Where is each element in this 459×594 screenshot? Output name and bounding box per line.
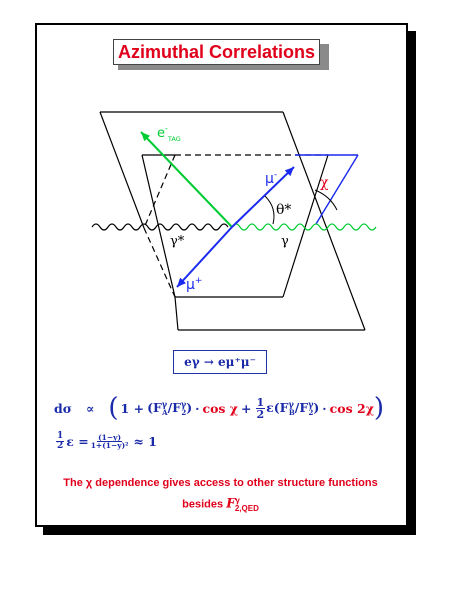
formula-cos-2chi: cos 2χ bbox=[329, 400, 374, 416]
formula-close-paren: ) bbox=[373, 393, 385, 423]
theta-label: θ* bbox=[276, 202, 292, 218]
cross-section-formula bbox=[54, 392, 399, 424]
mu-minus-arrow bbox=[232, 167, 294, 227]
formula-dot-2: · bbox=[322, 400, 327, 416]
slide-title: Azimuthal Correlations bbox=[117, 41, 316, 62]
muon-plane-left-lower bbox=[175, 297, 178, 330]
formula-one: 1 + bbox=[120, 400, 145, 416]
reaction-text: eγ → eμ⁺μ⁻ bbox=[184, 355, 256, 369]
muon-plane-left-upper bbox=[100, 112, 144, 228]
chi-dependence-note bbox=[45, 474, 396, 518]
gamma-star-label: γ* bbox=[170, 234, 185, 249]
formula-lhs: dσ bbox=[54, 400, 72, 416]
e-tag-arrow bbox=[141, 132, 232, 227]
e-tag-label: $e^-_{TAG}$ bbox=[157, 124, 181, 143]
gamma-label: γ bbox=[281, 234, 289, 249]
epsilon-fraction: $\frac{(1-y)}{\text{1+(1−y)²}}$ bbox=[90, 432, 129, 451]
epsilon-eq: ε = bbox=[66, 434, 89, 450]
formula-half: $\frac{1}{2}$ bbox=[256, 395, 265, 421]
formula-term-b: $\varepsilon(F^\gamma_B/F^\gamma_2)$ bbox=[266, 398, 320, 418]
formula-propto: ∝ bbox=[85, 400, 95, 416]
formula-open-paren: ( bbox=[108, 393, 119, 423]
epsilon-approx: ≈ 1 bbox=[133, 434, 157, 450]
formula-dot: · bbox=[195, 400, 200, 416]
mu-plus-label: μ+ bbox=[186, 276, 203, 293]
theta-arc bbox=[265, 196, 274, 224]
formula-plus: + bbox=[241, 400, 252, 416]
formula-term-a: $(F^\gamma_A/F^\gamma_2)$ bbox=[147, 398, 193, 418]
mu-minus-label: μ- bbox=[265, 170, 278, 187]
note-line-2: besides $F^\gamma_{2,QED}$ bbox=[182, 496, 259, 513]
chi-label: χ bbox=[320, 175, 329, 191]
lepton-plane bbox=[142, 155, 328, 297]
epsilon-formula bbox=[54, 432, 157, 452]
muon-plane-hidden-edge bbox=[144, 155, 175, 228]
reaction-box bbox=[173, 350, 267, 374]
note-line-1: The χ dependence gives access to other structure functions bbox=[63, 477, 378, 489]
formula-cos-chi: cos χ bbox=[202, 400, 239, 416]
muon-plane-right-edge bbox=[283, 112, 365, 330]
virtual-photon-line bbox=[92, 224, 228, 230]
epsilon-half: $\frac{1}{2}$ bbox=[57, 431, 64, 452]
